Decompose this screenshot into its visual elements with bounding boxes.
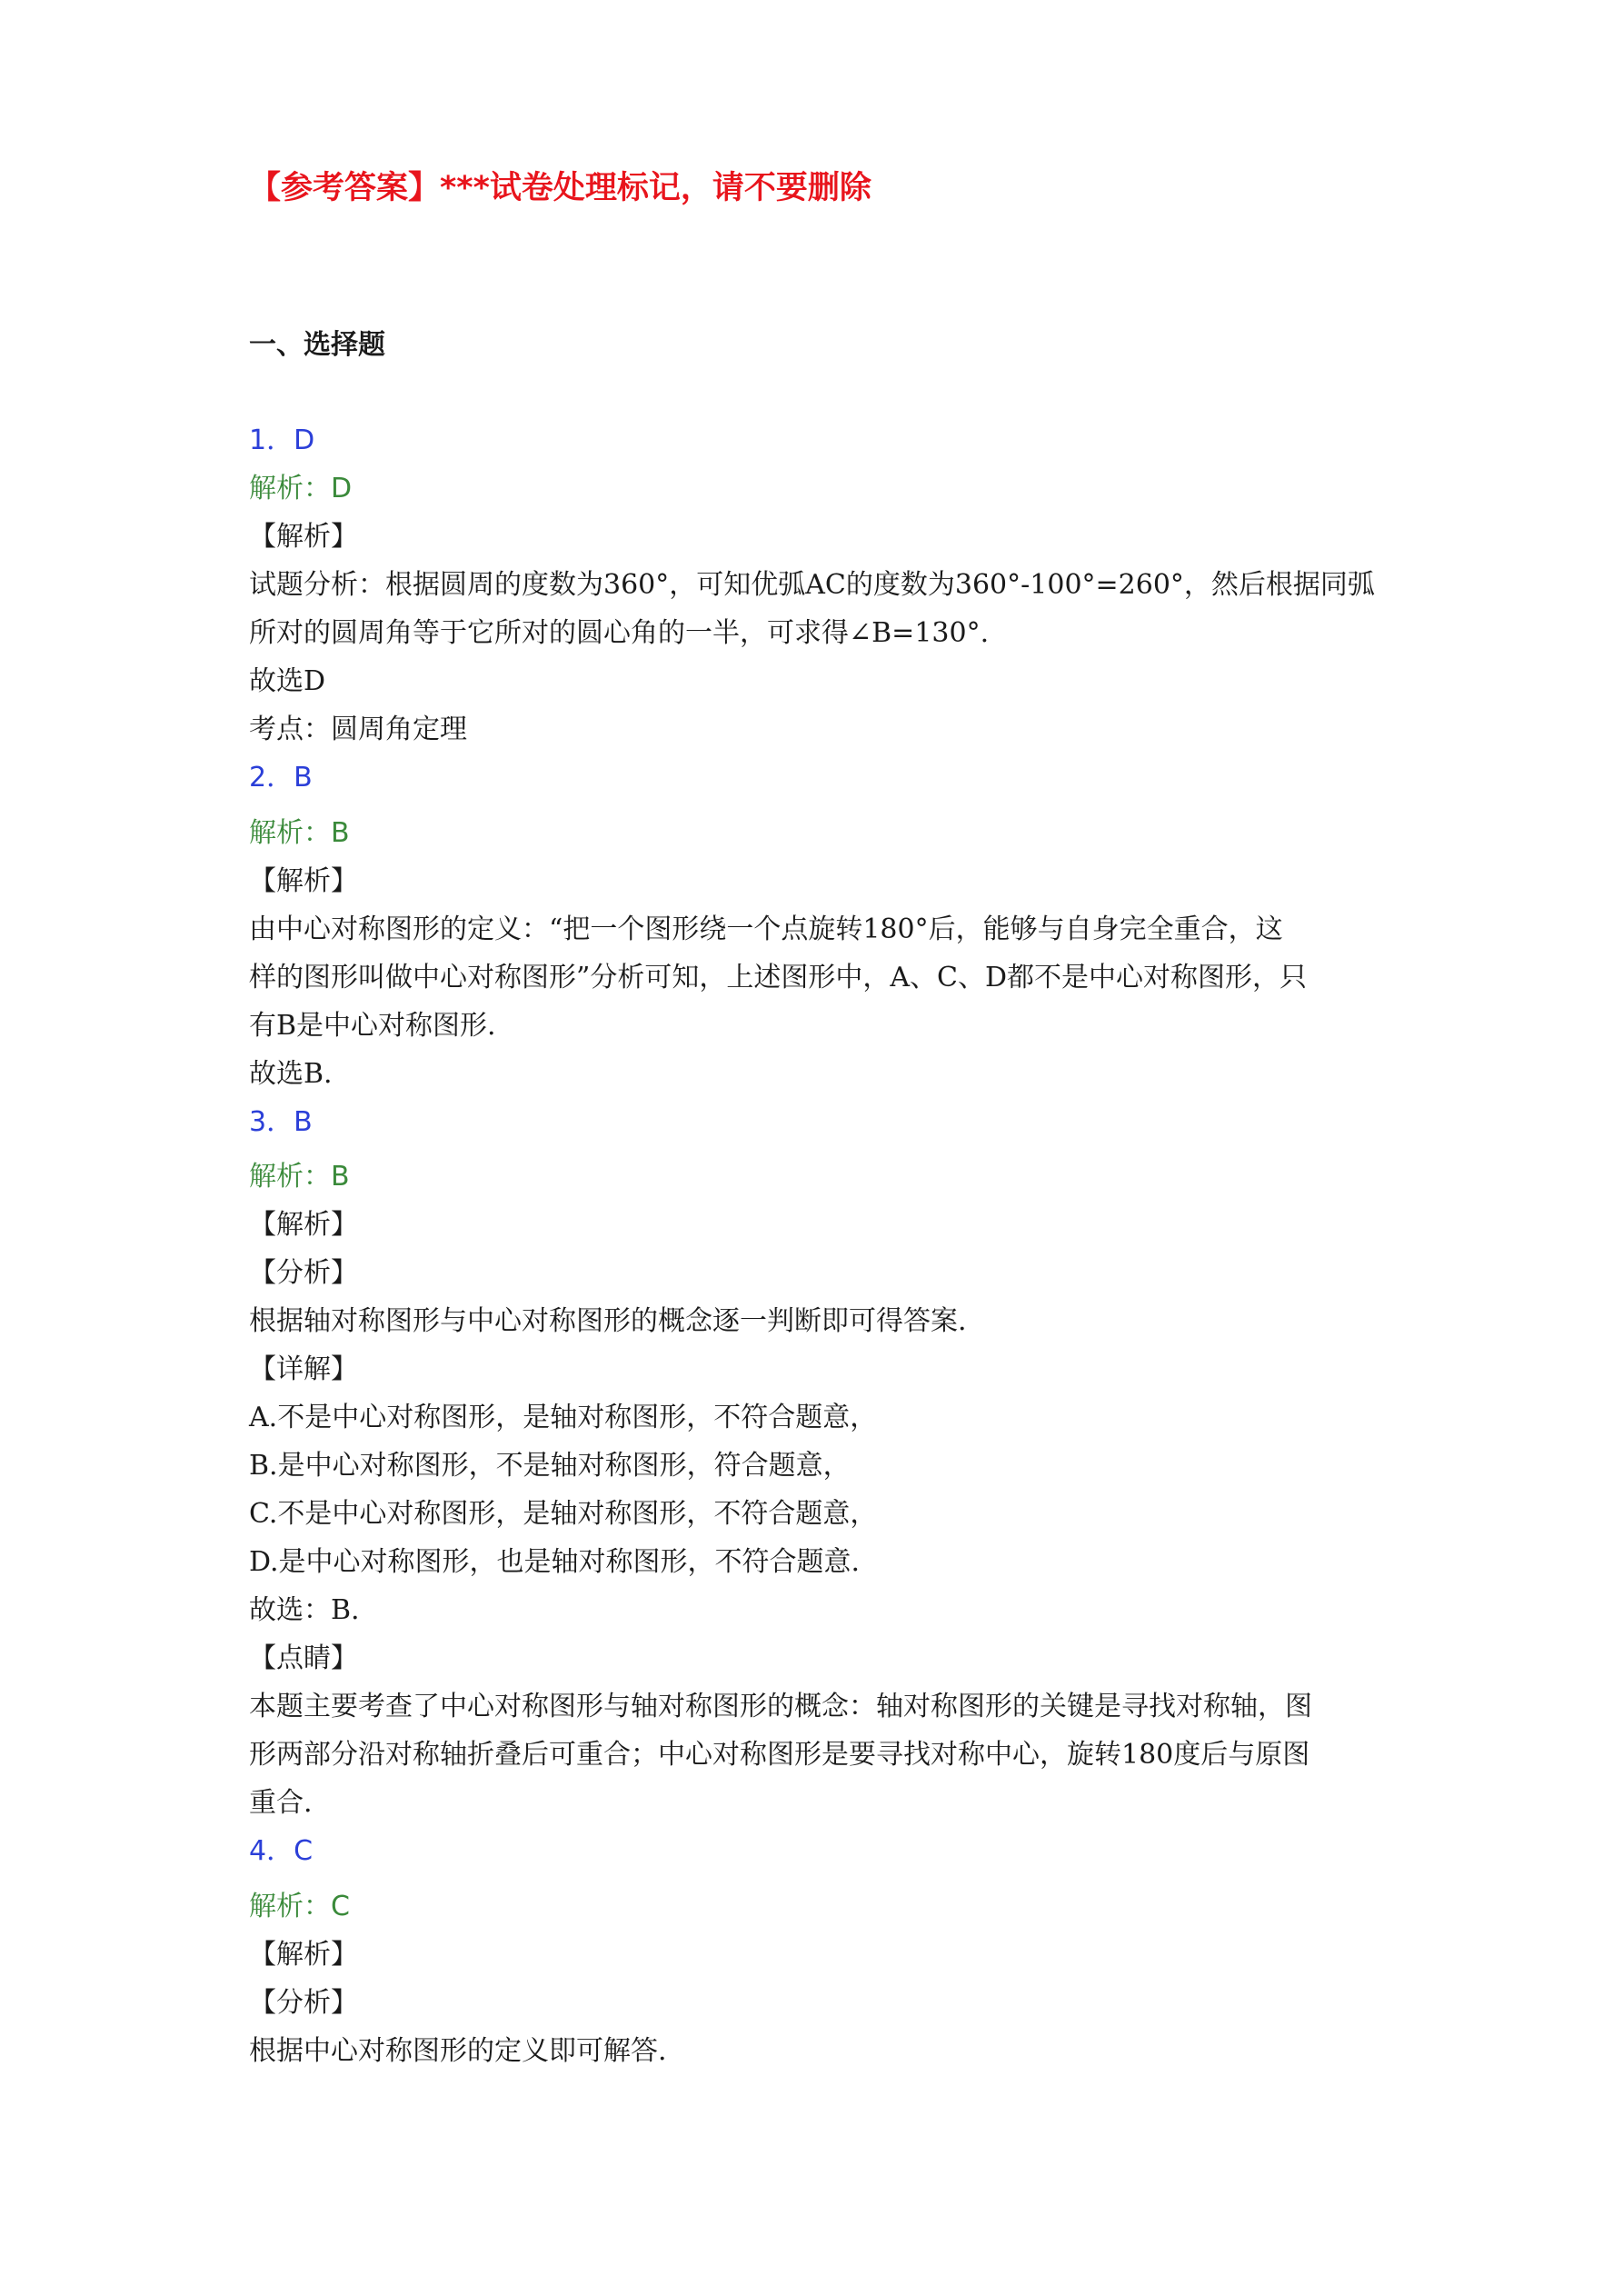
question-3-option-b: B.是中心对称图形，不是轴对称图形，符合题意， [249,1450,851,1482]
question-3-tag: 【解析】 [249,1209,358,1241]
question-2-tag: 【解析】 [249,865,358,897]
question-3-fenxi: 根据轴对称图形与中心对称图形的概念逐一判断即可得答案. [249,1305,967,1337]
question-1-answer: 解析：D [249,473,353,504]
question-3-dianjing-line2: 形两部分沿对称轴折叠后可重合；中心对称图形是要寻找对称中心，旋转180度后与原图 [249,1739,1310,1771]
question-3-option-d: D.是中心对称图形，也是轴对称图形，不符合题意. [249,1546,861,1578]
question-2-line1: 由中心对称图形的定义：“把一个图形绕一个点旋转180°后，能够与自身完全重合，这 [249,913,1283,945]
question-1-point: 考点：圆周角定理 [249,714,467,745]
question-4-number: 4．C [249,1835,314,1867]
question-3-option-c: C.不是中心对称图形，是轴对称图形，不符合题意， [249,1498,878,1530]
question-2-line3: 有B是中心对称图形. [249,1010,496,1042]
question-2-choose: 故选B. [249,1058,333,1090]
question-3-fenxi-tag: 【分析】 [249,1257,358,1289]
question-4-answer: 解析：C [249,1891,350,1922]
question-4-fenxi-tag: 【分析】 [249,1987,358,2019]
question-1-analysis-line2: 所对的圆周角等于它所对的圆心角的一半，可求得∠B=130°. [249,617,990,649]
answer-key-title: 【参考答案】***试卷处理标记，请不要删除 [249,170,871,206]
question-3-dianjing-tag: 【点睛】 [249,1642,358,1674]
question-2-line2: 样的图形叫做中心对称图形”分析可知，上述图形中，A、C、D都不是中心对称图形，只 [249,962,1308,993]
question-2-number: 2．B [249,762,313,794]
question-3-number: 3．B [249,1106,313,1138]
question-3-answer: 解析：B [249,1161,350,1193]
question-3-dianjing-line3: 重合. [249,1787,313,1819]
question-2-answer: 解析：B [249,817,350,849]
question-1-analysis-line1: 试题分析：根据圆周的度数为360°，可知优弧AC的度数为360°-100°=260°，然后根据同弧 [249,569,1375,601]
question-1-choose: 故选D [249,665,326,697]
question-3-xiangjie-tag: 【详解】 [249,1353,358,1385]
question-3-option-a: A.不是中心对称图形，是轴对称图形，不符合题意， [249,1402,878,1433]
question-3-choose: 故选：B. [249,1594,360,1626]
question-4-tag: 【解析】 [249,1939,358,1971]
question-1-number: 1．D [249,424,315,456]
question-1-tag: 【解析】 [249,521,358,553]
question-3-dianjing-line1: 本题主要考查了中心对称图形与轴对称图形的概念：轴对称图形的关键是寻找对称轴，图 [249,1691,1312,1722]
section-heading: 一、选择题 [249,329,385,361]
question-4-fenxi: 根据中心对称图形的定义即可解答. [249,2035,667,2067]
